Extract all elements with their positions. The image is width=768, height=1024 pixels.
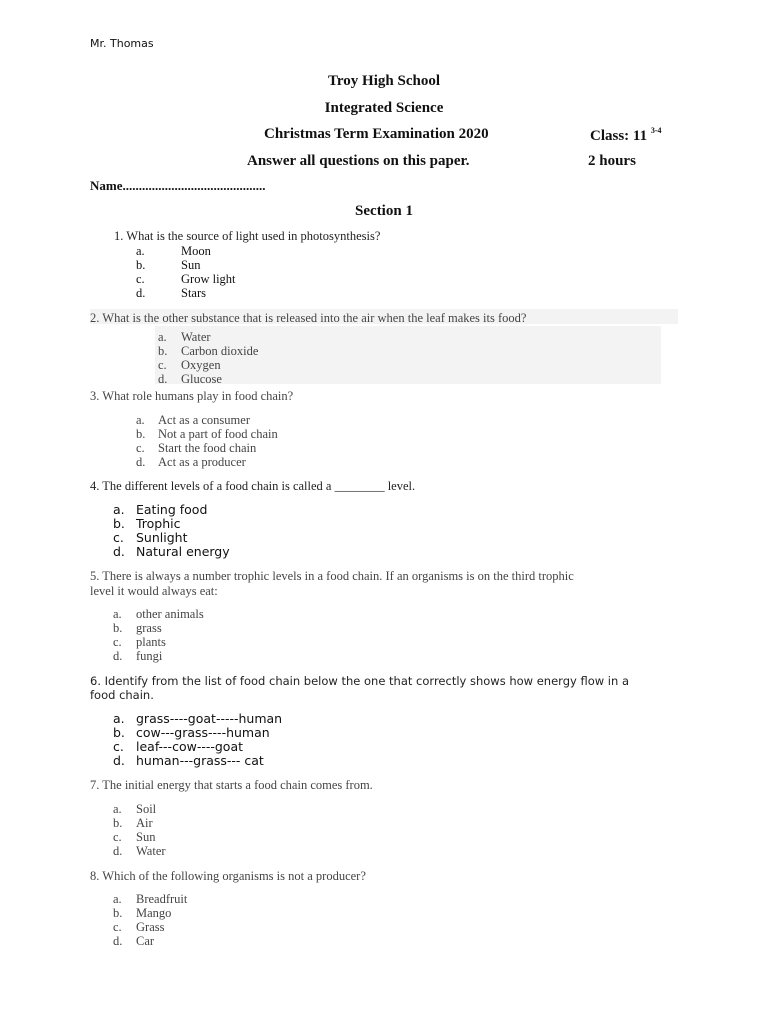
option-text: Act as a producer (158, 455, 246, 469)
option-letter: d. (113, 844, 123, 858)
option-letter: c. (158, 358, 167, 372)
question-5-line-2: level it would always eat: (90, 584, 218, 598)
option-text: Eating food (136, 502, 208, 517)
option-letter: d. (158, 372, 168, 386)
option-letter: d. (136, 286, 146, 300)
option-text: Mango (136, 906, 172, 920)
question-6-line-2: food chain. (90, 688, 154, 702)
question-7: 7. The initial energy that starts a food chain comes from. (90, 778, 373, 792)
class-superscript: 3-4 (650, 126, 662, 135)
school-name: Troy High School (328, 73, 440, 89)
option-text: Not a part of food chain (158, 427, 278, 441)
option-letter: a. (113, 502, 125, 517)
exam-title: Christmas Term Examination 2020 (264, 126, 489, 142)
option-letter: b. (136, 427, 146, 441)
option-text: Start the food chain (158, 441, 257, 455)
name-line: Name............................................ (90, 178, 266, 193)
option-text: Soil (136, 802, 157, 816)
option-letter: c. (136, 272, 145, 286)
option-letter: b. (113, 516, 125, 531)
option-text: other animals (136, 607, 204, 621)
class-label (590, 126, 662, 145)
option-text: Trophic (136, 516, 181, 531)
option-letter: a. (136, 413, 145, 427)
option-text: grass (136, 621, 162, 635)
option-text: Breadfruit (136, 892, 188, 906)
option-text: fungi (136, 649, 163, 663)
option-letter: a. (113, 892, 122, 906)
option-letter: b. (113, 725, 125, 740)
question-1: 1. What is the source of light used in photosynthesis? (114, 229, 381, 243)
option-text: Grow light (181, 272, 236, 286)
option-letter: d. (136, 455, 146, 469)
option-text: Stars (181, 286, 206, 300)
teacher-name: Mr. Thomas (90, 37, 154, 50)
question-2: 2. What is the other substance that is released into the air when the leaf makes its food? (90, 311, 527, 325)
option-letter: b. (136, 258, 146, 272)
option-text: Car (136, 934, 155, 948)
option-letter: c. (113, 530, 124, 545)
option-text: leaf---cow----goat (136, 739, 244, 754)
question-3: 3. What role humans play in food chain? (90, 389, 294, 403)
option-letter: d. (113, 753, 125, 768)
option-letter: a. (113, 607, 122, 621)
option-letter: b. (113, 906, 123, 920)
duration: 2 hours (588, 153, 636, 169)
option-letter: b. (113, 621, 123, 635)
class-text: Class: 11 (590, 128, 648, 144)
option-text: Moon (181, 244, 211, 258)
option-text: Glucose (181, 372, 222, 386)
option-text: Water (181, 330, 211, 344)
option-letter: a. (158, 330, 167, 344)
option-letter: c. (113, 920, 122, 934)
option-letter: a. (136, 244, 145, 258)
option-letter: b. (158, 344, 168, 358)
option-letter: a. (113, 802, 122, 816)
option-letter: a. (113, 711, 125, 726)
option-text: Grass (136, 920, 165, 934)
option-text: Sun (181, 258, 201, 272)
option-letter: d. (113, 544, 125, 559)
option-text: Oxygen (181, 358, 221, 372)
option-text: grass----goat-----human (136, 711, 283, 726)
option-text: human---grass--- cat (136, 753, 264, 768)
section-title: Section 1 (355, 203, 413, 219)
option-letter: c. (113, 635, 122, 649)
question-8: 8. Which of the following organisms is not a producer? (90, 869, 366, 883)
instruction: Answer all questions on this paper. (247, 153, 470, 169)
option-text: Sun (136, 830, 156, 844)
option-text: Natural energy (136, 544, 230, 559)
subject-title: Integrated Science (324, 100, 444, 116)
option-letter: b. (113, 816, 123, 830)
option-letter: d. (113, 649, 123, 663)
question-5-line-1: 5. There is always a number trophic levels in a food chain. If an organisms is on the third trophic (90, 569, 574, 583)
option-letter: c. (113, 830, 122, 844)
option-text: cow---grass----human (136, 725, 270, 740)
option-letter: c. (136, 441, 145, 455)
option-text: Water (136, 844, 166, 858)
option-text: Carbon dioxide (181, 344, 259, 358)
question-4: 4. The different levels of a food chain is called a ________ level. (90, 479, 416, 493)
option-letter: c. (113, 739, 124, 754)
option-text: plants (136, 635, 166, 649)
option-text: Act as a consumer (158, 413, 250, 427)
question-6-line-1: 6. Identify from the list of food chain below the one that correctly shows how energy flow in a (90, 674, 629, 688)
option-letter: d. (113, 934, 123, 948)
option-text: Air (136, 816, 153, 830)
option-text: Sunlight (136, 530, 188, 545)
